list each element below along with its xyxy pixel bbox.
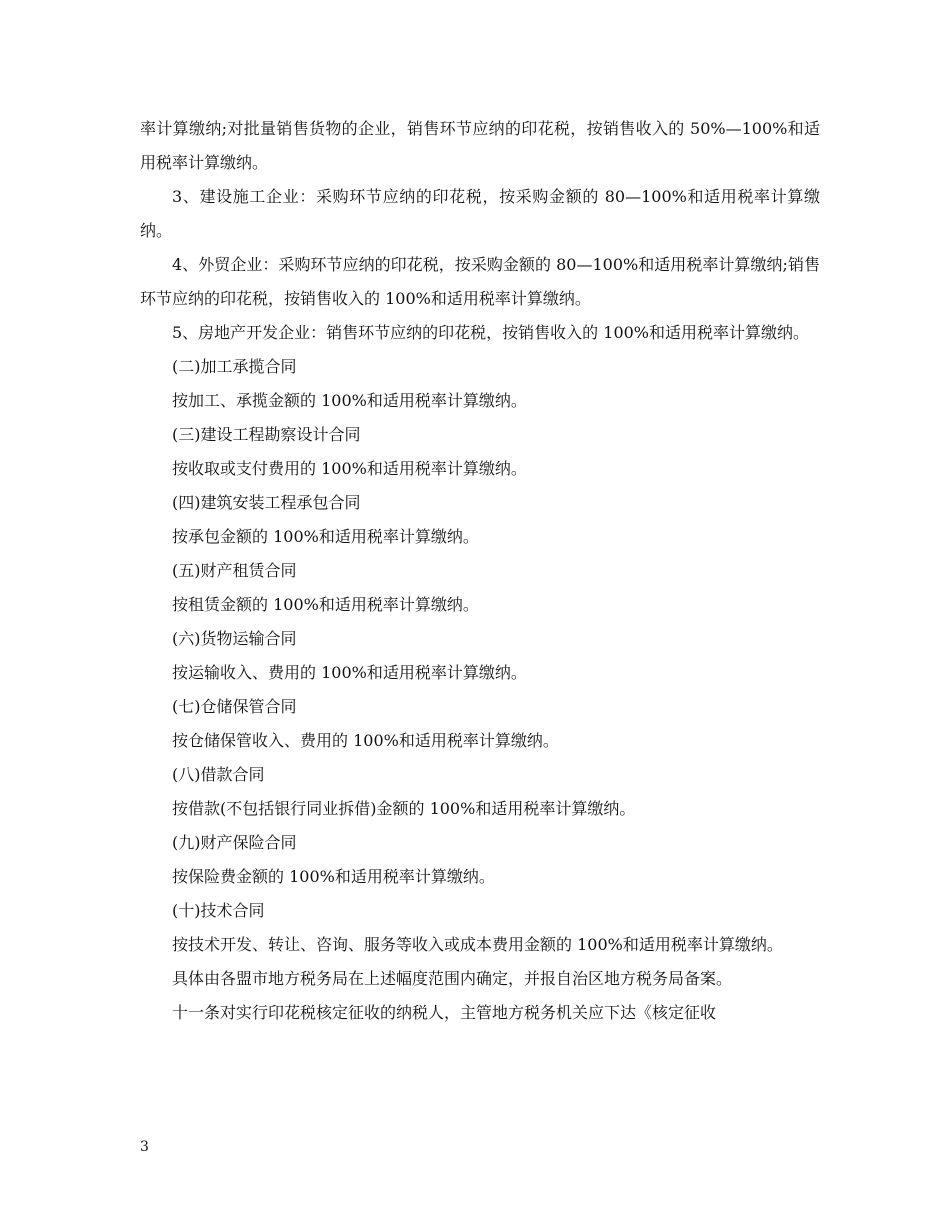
paragraph: 按承包金额的 100%和适用税率计算缴纳。 [172,527,479,546]
page-number: 3 [140,1139,149,1155]
paragraph: 5、房地产开发企业：销售环节应纳的印花税，按销售收入的 100%和适用税率计算缴纳。 [172,323,810,342]
paragraph: 按保险费金额的 100%和适用税率计算缴纳。 [172,867,495,886]
paragraph: 3、建设施工企业：采购环节应纳的印花税，按采购金额的 80—100%和适用税率计算缴纳。 [140,187,820,240]
paragraph: 十一条对实行印花税核定征收的纳税人，主管地方税务机关应下达《核定征收 [172,1003,717,1022]
paragraph: 率计算缴纳;对批量销售货物的企业，销售环节应纳的印花税，按销售收入的 50%—100%和适用税率计算缴纳。 [140,119,820,172]
paragraph: (五)财产租赁合同 [172,561,297,580]
paragraph: 按借款(不包括银行同业拆借)金额的 100%和适用税率计算缴纳。 [172,799,636,818]
paragraph: 按运输收入、费用的 100%和适用税率计算缴纳。 [172,663,527,682]
paragraph: (二)加工承揽合同 [172,357,297,376]
paragraph: (六)货物运输合同 [172,629,297,648]
paragraph: 按收取或支付费用的 100%和适用税率计算缴纳。 [172,459,527,478]
paragraph: 按租赁金额的 100%和适用税率计算缴纳。 [172,595,479,614]
paragraph: (七)仓储保管合同 [172,697,297,716]
paragraph: 4、外贸企业：采购环节应纳的印花税，按采购金额的 80—100%和适用税率计算缴纳;销售环节应纳的印花税，按销售收入的 100%和适用税率计算缴纳。 [140,255,820,308]
paragraph: 按技术开发、转让、咨询、服务等收入或成本费用金额的 100%和适用税率计算缴纳。 [172,935,783,954]
paragraph: (九)财产保险合同 [172,833,297,852]
paragraph: (四)建筑安装工程承包合同 [172,493,361,512]
paragraph: 按加工、承揽金额的 100%和适用税率计算缴纳。 [172,391,527,410]
paragraph: (十)技术合同 [172,901,265,920]
paragraph: 按仓储保管收入、费用的 100%和适用税率计算缴纳。 [172,731,559,750]
paragraph: 具体由各盟市地方税务局在上述幅度范围内确定，并报自治区地方税务局备案。 [172,969,733,988]
paragraph: (八)借款合同 [172,765,265,784]
document-body [140,112,820,1030]
paragraph: (三)建设工程勘察设计合同 [172,425,361,444]
